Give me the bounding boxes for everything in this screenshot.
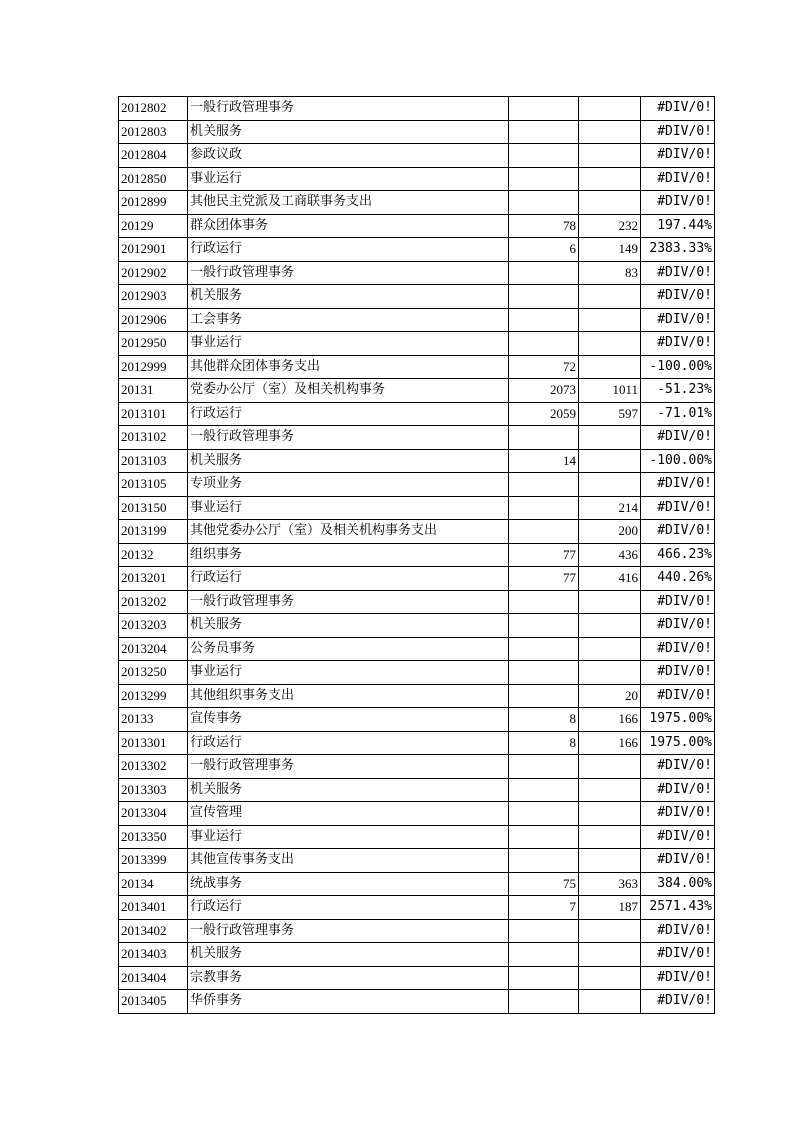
row-name: 群众团体事务	[188, 214, 509, 238]
row-value-current	[579, 97, 641, 121]
row-change-percent: #DIV/0!	[641, 426, 715, 450]
row-value-current	[579, 802, 641, 826]
row-change-percent: 384.00%	[641, 872, 715, 896]
row-value-current	[579, 308, 641, 332]
row-value-current	[579, 637, 641, 661]
row-value-prior: 77	[509, 543, 579, 567]
row-value-current: 83	[579, 261, 641, 285]
row-change-percent: #DIV/0!	[641, 637, 715, 661]
row-name: 行政运行	[188, 238, 509, 262]
row-value-current: 1011	[579, 379, 641, 403]
row-code: 2012899	[119, 191, 188, 215]
row-code: 2012804	[119, 144, 188, 168]
row-name: 统战事务	[188, 872, 509, 896]
row-change-percent: -71.01%	[641, 402, 715, 426]
row-value-prior	[509, 590, 579, 614]
row-value-current	[579, 943, 641, 967]
row-value-current	[579, 473, 641, 497]
row-code: 2013404	[119, 966, 188, 990]
row-name: 行政运行	[188, 731, 509, 755]
table-row	[119, 144, 715, 168]
table-row	[119, 755, 715, 779]
table-row	[119, 191, 715, 215]
row-code: 2013299	[119, 684, 188, 708]
row-value-prior: 78	[509, 214, 579, 238]
row-change-percent: #DIV/0!	[641, 919, 715, 943]
row-value-prior	[509, 308, 579, 332]
table-row	[119, 214, 715, 238]
row-change-percent: #DIV/0!	[641, 473, 715, 497]
row-value-prior	[509, 167, 579, 191]
row-value-current	[579, 285, 641, 309]
table-row	[119, 308, 715, 332]
row-change-percent: #DIV/0!	[641, 261, 715, 285]
row-code: 2013204	[119, 637, 188, 661]
row-name: 组织事务	[188, 543, 509, 567]
table-row	[119, 966, 715, 990]
row-value-current	[579, 825, 641, 849]
table-row	[119, 238, 715, 262]
table-row	[119, 355, 715, 379]
table-row	[119, 285, 715, 309]
row-code: 2012850	[119, 167, 188, 191]
table-row	[119, 731, 715, 755]
row-code: 2013303	[119, 778, 188, 802]
row-change-percent: #DIV/0!	[641, 778, 715, 802]
table-row	[119, 943, 715, 967]
table-row	[119, 167, 715, 191]
row-name: 其他组织事务支出	[188, 684, 509, 708]
row-name: 其他党委办公厅（室）及相关机构事务支出	[188, 520, 509, 544]
row-code: 20134	[119, 872, 188, 896]
row-code: 2013199	[119, 520, 188, 544]
row-code: 2013250	[119, 661, 188, 685]
row-code: 2013401	[119, 896, 188, 920]
row-code: 2013201	[119, 567, 188, 591]
row-value-current: 166	[579, 708, 641, 732]
table-row	[119, 849, 715, 873]
row-value-prior	[509, 755, 579, 779]
row-value-prior: 2073	[509, 379, 579, 403]
row-change-percent: #DIV/0!	[641, 990, 715, 1014]
table-row	[119, 590, 715, 614]
row-value-prior	[509, 285, 579, 309]
row-name: 事业运行	[188, 496, 509, 520]
table-row	[119, 919, 715, 943]
table-row	[119, 896, 715, 920]
row-code: 2013150	[119, 496, 188, 520]
row-value-current: 597	[579, 402, 641, 426]
row-value-current	[579, 426, 641, 450]
row-code: 2012901	[119, 238, 188, 262]
row-value-current	[579, 167, 641, 191]
row-value-prior	[509, 849, 579, 873]
row-name: 事业运行	[188, 661, 509, 685]
row-change-percent: #DIV/0!	[641, 684, 715, 708]
row-value-current: 166	[579, 731, 641, 755]
row-value-prior: 72	[509, 355, 579, 379]
table-row	[119, 802, 715, 826]
row-value-prior	[509, 637, 579, 661]
row-value-current	[579, 191, 641, 215]
table-row	[119, 449, 715, 473]
row-name: 行政运行	[188, 567, 509, 591]
row-name: 专项业务	[188, 473, 509, 497]
table-row	[119, 426, 715, 450]
row-code: 2012902	[119, 261, 188, 285]
row-value-current	[579, 966, 641, 990]
row-change-percent: #DIV/0!	[641, 825, 715, 849]
row-code: 2012803	[119, 120, 188, 144]
row-value-prior: 77	[509, 567, 579, 591]
row-value-prior	[509, 191, 579, 215]
row-name: 其他民主党派及工商联事务支出	[188, 191, 509, 215]
table-row	[119, 614, 715, 638]
row-code: 2013202	[119, 590, 188, 614]
table-row	[119, 708, 715, 732]
row-name: 行政运行	[188, 896, 509, 920]
row-code: 2013403	[119, 943, 188, 967]
row-name: 机关服务	[188, 778, 509, 802]
table-row	[119, 637, 715, 661]
row-code: 2013103	[119, 449, 188, 473]
row-change-percent: #DIV/0!	[641, 943, 715, 967]
row-code: 2013399	[119, 849, 188, 873]
row-value-current	[579, 849, 641, 873]
table-row	[119, 332, 715, 356]
table-row	[119, 567, 715, 591]
row-change-percent: #DIV/0!	[641, 590, 715, 614]
row-value-prior: 7	[509, 896, 579, 920]
row-change-percent: #DIV/0!	[641, 167, 715, 191]
row-change-percent: 440.26%	[641, 567, 715, 591]
row-value-current: 187	[579, 896, 641, 920]
row-name: 一般行政管理事务	[188, 590, 509, 614]
row-change-percent: #DIV/0!	[641, 120, 715, 144]
table-row	[119, 543, 715, 567]
row-name: 一般行政管理事务	[188, 426, 509, 450]
row-name: 事业运行	[188, 825, 509, 849]
table-body	[119, 97, 715, 1014]
row-change-percent: 2383.33%	[641, 238, 715, 262]
row-code: 2013102	[119, 426, 188, 450]
row-name: 一般行政管理事务	[188, 261, 509, 285]
table-row	[119, 473, 715, 497]
row-value-prior: 8	[509, 731, 579, 755]
row-value-prior	[509, 919, 579, 943]
table-row	[119, 872, 715, 896]
row-name: 事业运行	[188, 167, 509, 191]
row-change-percent: #DIV/0!	[641, 802, 715, 826]
row-code: 2013402	[119, 919, 188, 943]
row-name: 工会事务	[188, 308, 509, 332]
row-value-prior: 2059	[509, 402, 579, 426]
row-value-current	[579, 590, 641, 614]
row-change-percent: -100.00%	[641, 449, 715, 473]
row-change-percent: #DIV/0!	[641, 966, 715, 990]
row-code: 2012950	[119, 332, 188, 356]
table-row	[119, 684, 715, 708]
table-row	[119, 825, 715, 849]
row-code: 2013203	[119, 614, 188, 638]
budget-table	[118, 96, 715, 1014]
row-value-prior	[509, 614, 579, 638]
row-name: 宣传事务	[188, 708, 509, 732]
row-value-prior	[509, 990, 579, 1014]
row-value-current	[579, 614, 641, 638]
row-code: 2012903	[119, 285, 188, 309]
row-value-prior	[509, 943, 579, 967]
row-value-current: 20	[579, 684, 641, 708]
row-value-prior	[509, 496, 579, 520]
row-code: 2013105	[119, 473, 188, 497]
row-change-percent: #DIV/0!	[641, 332, 715, 356]
row-value-prior: 8	[509, 708, 579, 732]
row-value-current	[579, 120, 641, 144]
row-name: 公务员事务	[188, 637, 509, 661]
row-change-percent: 1975.00%	[641, 708, 715, 732]
row-change-percent: #DIV/0!	[641, 97, 715, 121]
row-value-current: 363	[579, 872, 641, 896]
row-change-percent: #DIV/0!	[641, 849, 715, 873]
row-value-prior	[509, 261, 579, 285]
table-row	[119, 778, 715, 802]
row-change-percent: 1975.00%	[641, 731, 715, 755]
row-code: 2012999	[119, 355, 188, 379]
row-code: 20133	[119, 708, 188, 732]
row-value-current	[579, 919, 641, 943]
row-code: 2013302	[119, 755, 188, 779]
row-name: 机关服务	[188, 449, 509, 473]
row-change-percent: #DIV/0!	[641, 144, 715, 168]
row-value-prior	[509, 332, 579, 356]
row-code: 20132	[119, 543, 188, 567]
row-value-current	[579, 355, 641, 379]
row-name: 其他群众团体事务支出	[188, 355, 509, 379]
row-code: 20129	[119, 214, 188, 238]
row-value-current: 149	[579, 238, 641, 262]
row-code: 2013301	[119, 731, 188, 755]
row-change-percent: #DIV/0!	[641, 614, 715, 638]
table-row	[119, 496, 715, 520]
row-value-prior	[509, 426, 579, 450]
row-name: 机关服务	[188, 614, 509, 638]
row-change-percent: #DIV/0!	[641, 520, 715, 544]
row-change-percent: #DIV/0!	[641, 308, 715, 332]
row-name: 宣传管理	[188, 802, 509, 826]
row-change-percent: 466.23%	[641, 543, 715, 567]
row-value-current	[579, 144, 641, 168]
row-change-percent: 197.44%	[641, 214, 715, 238]
row-code: 2013405	[119, 990, 188, 1014]
row-code: 2013350	[119, 825, 188, 849]
row-value-prior: 75	[509, 872, 579, 896]
row-change-percent: #DIV/0!	[641, 755, 715, 779]
row-value-prior	[509, 661, 579, 685]
row-change-percent: #DIV/0!	[641, 191, 715, 215]
row-name: 参政议政	[188, 144, 509, 168]
row-value-current	[579, 661, 641, 685]
row-name: 一般行政管理事务	[188, 97, 509, 121]
row-value-prior	[509, 966, 579, 990]
row-value-current: 214	[579, 496, 641, 520]
row-value-current	[579, 449, 641, 473]
row-name: 华侨事务	[188, 990, 509, 1014]
table-row	[119, 120, 715, 144]
row-code: 2012802	[119, 97, 188, 121]
row-value-prior	[509, 520, 579, 544]
row-value-prior	[509, 97, 579, 121]
row-name: 宗教事务	[188, 966, 509, 990]
row-change-percent: -100.00%	[641, 355, 715, 379]
row-value-current	[579, 778, 641, 802]
row-value-prior	[509, 825, 579, 849]
row-value-current	[579, 990, 641, 1014]
row-value-prior	[509, 802, 579, 826]
row-value-current: 436	[579, 543, 641, 567]
row-name: 机关服务	[188, 120, 509, 144]
row-value-prior	[509, 120, 579, 144]
row-code: 2013304	[119, 802, 188, 826]
row-name: 一般行政管理事务	[188, 755, 509, 779]
row-value-current: 416	[579, 567, 641, 591]
row-value-current	[579, 332, 641, 356]
table-row	[119, 261, 715, 285]
row-value-current: 232	[579, 214, 641, 238]
table-row	[119, 379, 715, 403]
row-value-current: 200	[579, 520, 641, 544]
row-value-prior	[509, 144, 579, 168]
row-change-percent: #DIV/0!	[641, 496, 715, 520]
row-name: 机关服务	[188, 285, 509, 309]
table-row	[119, 402, 715, 426]
table-row	[119, 661, 715, 685]
row-name: 其他宣传事务支出	[188, 849, 509, 873]
row-value-prior	[509, 473, 579, 497]
table-row	[119, 520, 715, 544]
row-change-percent: 2571.43%	[641, 896, 715, 920]
row-name: 一般行政管理事务	[188, 919, 509, 943]
row-change-percent: -51.23%	[641, 379, 715, 403]
row-name: 事业运行	[188, 332, 509, 356]
table-row	[119, 97, 715, 121]
row-value-prior: 14	[509, 449, 579, 473]
row-code: 2012906	[119, 308, 188, 332]
row-code: 2013101	[119, 402, 188, 426]
row-value-prior	[509, 778, 579, 802]
row-change-percent: #DIV/0!	[641, 661, 715, 685]
row-name: 行政运行	[188, 402, 509, 426]
row-value-prior	[509, 684, 579, 708]
row-name: 机关服务	[188, 943, 509, 967]
row-value-current	[579, 755, 641, 779]
table-row	[119, 990, 715, 1014]
row-change-percent: #DIV/0!	[641, 285, 715, 309]
row-value-prior: 6	[509, 238, 579, 262]
row-code: 20131	[119, 379, 188, 403]
row-name: 党委办公厅（室）及相关机构事务	[188, 379, 509, 403]
